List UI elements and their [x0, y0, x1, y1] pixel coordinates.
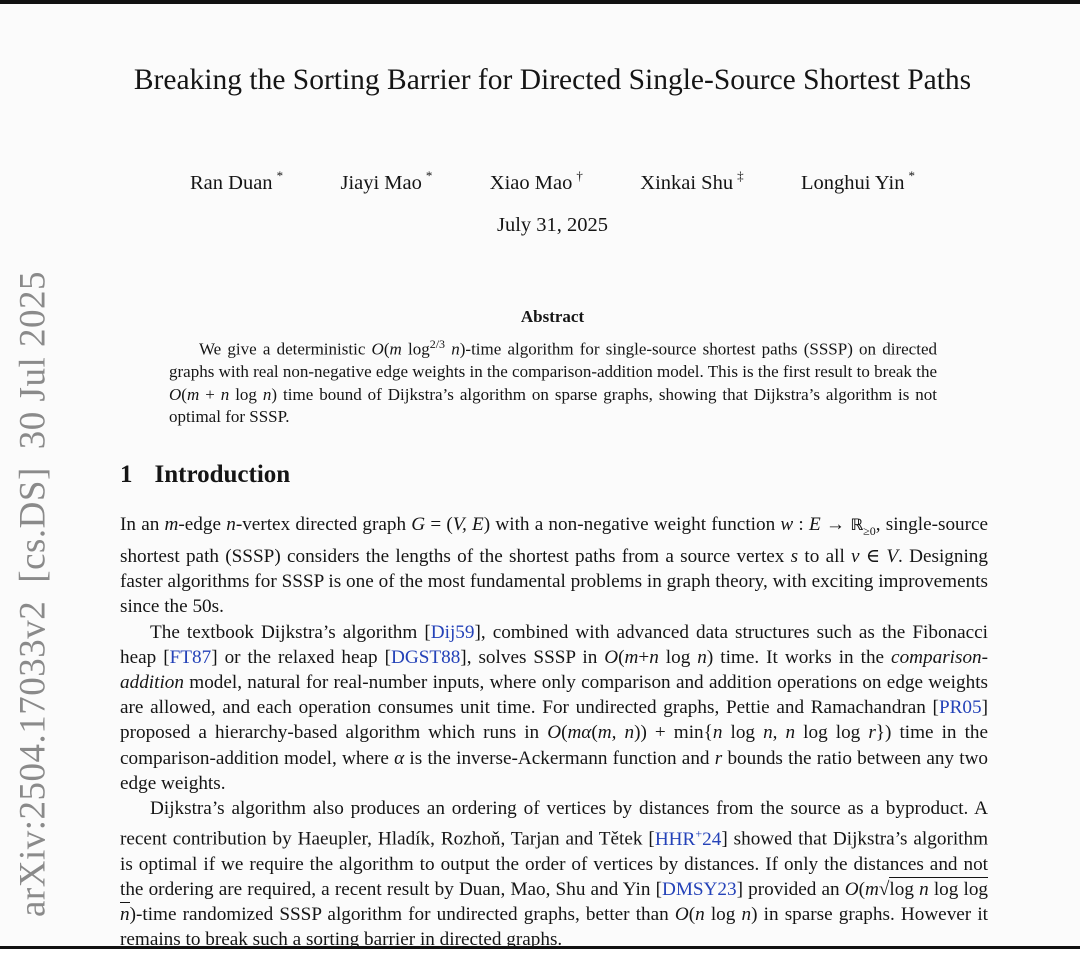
arxiv-side-stamp	[12, 262, 55, 926]
author-name: Longhui Yin	[801, 172, 905, 194]
citation-link[interactable]: FT87	[169, 646, 212, 668]
paragraph-2: The textbook Dijkstra’s algorithm [Dij59], combined with advanced data structures such as the Fibonacci heap [FT87] or the relaxed heap [DGST88], solves SSSP in O(m+n log n) time. It works in the comparison-addition model, natural for real-number inputs, where only comparison and addition operations on edge weights are allowed, and each operation consumes unit time. For undirected graphs, Pettie and Ramachandran [PR05] proposed a hierarchy-based algorithm which runs in O(mα(m, n)) + min{n log n, n log log r}) time in the comparison-addition model, where α is the inverse-Ackermann function and r bounds the ratio between any two edge weights.	[120, 621, 989, 794]
author-3	[490, 168, 583, 195]
author-4	[640, 168, 743, 195]
author-list	[120, 168, 985, 195]
author-5	[801, 168, 915, 195]
abstract-text: We give a deterministic O(m $\log^{2/3}$ n)-time algorithm for single-source shortest paths (SSSP) on directed graphs with real non-negative edge weights in the comparison-addition model. This is the first result to break the O(m + n log n) time bound of Dijkstra’s algorithm on sparse graphs, showing that Dijkstra’s algorithm is not optimal for SSSP.	[169, 337, 938, 427]
math-complexity: O	[371, 339, 384, 359]
arxiv-id: arXiv:2504.17033v2	[12, 600, 54, 917]
author-mark: *	[425, 168, 433, 183]
author-mark: *	[908, 168, 915, 183]
author-mark: †	[576, 168, 583, 183]
abstract-heading: Abstract	[520, 307, 585, 326]
citation-link[interactable]: PR05	[938, 697, 982, 719]
author-mark: ‡	[737, 168, 744, 183]
author-mark: *	[276, 168, 284, 183]
author-2	[340, 168, 432, 195]
author-1	[190, 168, 283, 195]
paper-title: Breaking the Sorting Barrier for Directed Single-Source Shortest Paths	[133, 64, 972, 96]
section-heading	[120, 461, 290, 489]
author-name: Jiayi Mao	[340, 172, 422, 194]
citation-link[interactable]: DMSY23	[661, 879, 737, 901]
section-title: Introduction	[154, 461, 291, 488]
author-name: Xinkai Shu	[640, 172, 734, 194]
citation-link[interactable]: HHR+24	[654, 826, 722, 850]
math-dijkstra-bound: O(m + n log n)	[169, 384, 278, 404]
paper-date: July 31, 2025	[496, 214, 609, 236]
citation-link[interactable]: DGST88	[391, 646, 461, 668]
author-name: Ran Duan	[190, 172, 273, 194]
citation-link[interactable]: Dij59	[430, 621, 475, 643]
paragraph-3: Dijkstra’s algorithm also produces an ordering of vertices by distances from the source as a byproduct. A recent contribution by Haeupler, Hladík, Rozhoň, Tarjan and Tětek [HHR+24] showed that Dijkstra’s algorithm is optimal if we require the algorithm to output the order of vertices by distances. If only the distances and not the ordering are required, a recent result by Duan, Mao, Shu and Yin [DMSY23] provided an O(m√log n log log n)-time randomized SSSP algorithm for undirected graphs, better than O(n log n) in sparse graphs. However it remains to break such a sorting barrier in directed graphs.	[120, 798, 989, 951]
paragraph-1: In an m-edge n-vertex directed graph G = (V, E) with a non-negative weight function w : E → ℝ$_{\ge 0}$, single-source shortest path (SSSP) considers the lengths of the shortest paths from a source vertex s to all v ∈ V. Designing faster algorithms for SSSP is one of the most fundamental problems in graph theory, with exciting improvements since the 50s.	[120, 514, 989, 618]
section-number: 1	[120, 461, 133, 488]
introduction-body	[120, 512, 988, 953]
author-name: Xiao Mao	[489, 172, 573, 194]
arxiv-category: [cs.DS]	[12, 467, 54, 583]
arxiv-date: 30 Jul 2025	[12, 271, 54, 450]
